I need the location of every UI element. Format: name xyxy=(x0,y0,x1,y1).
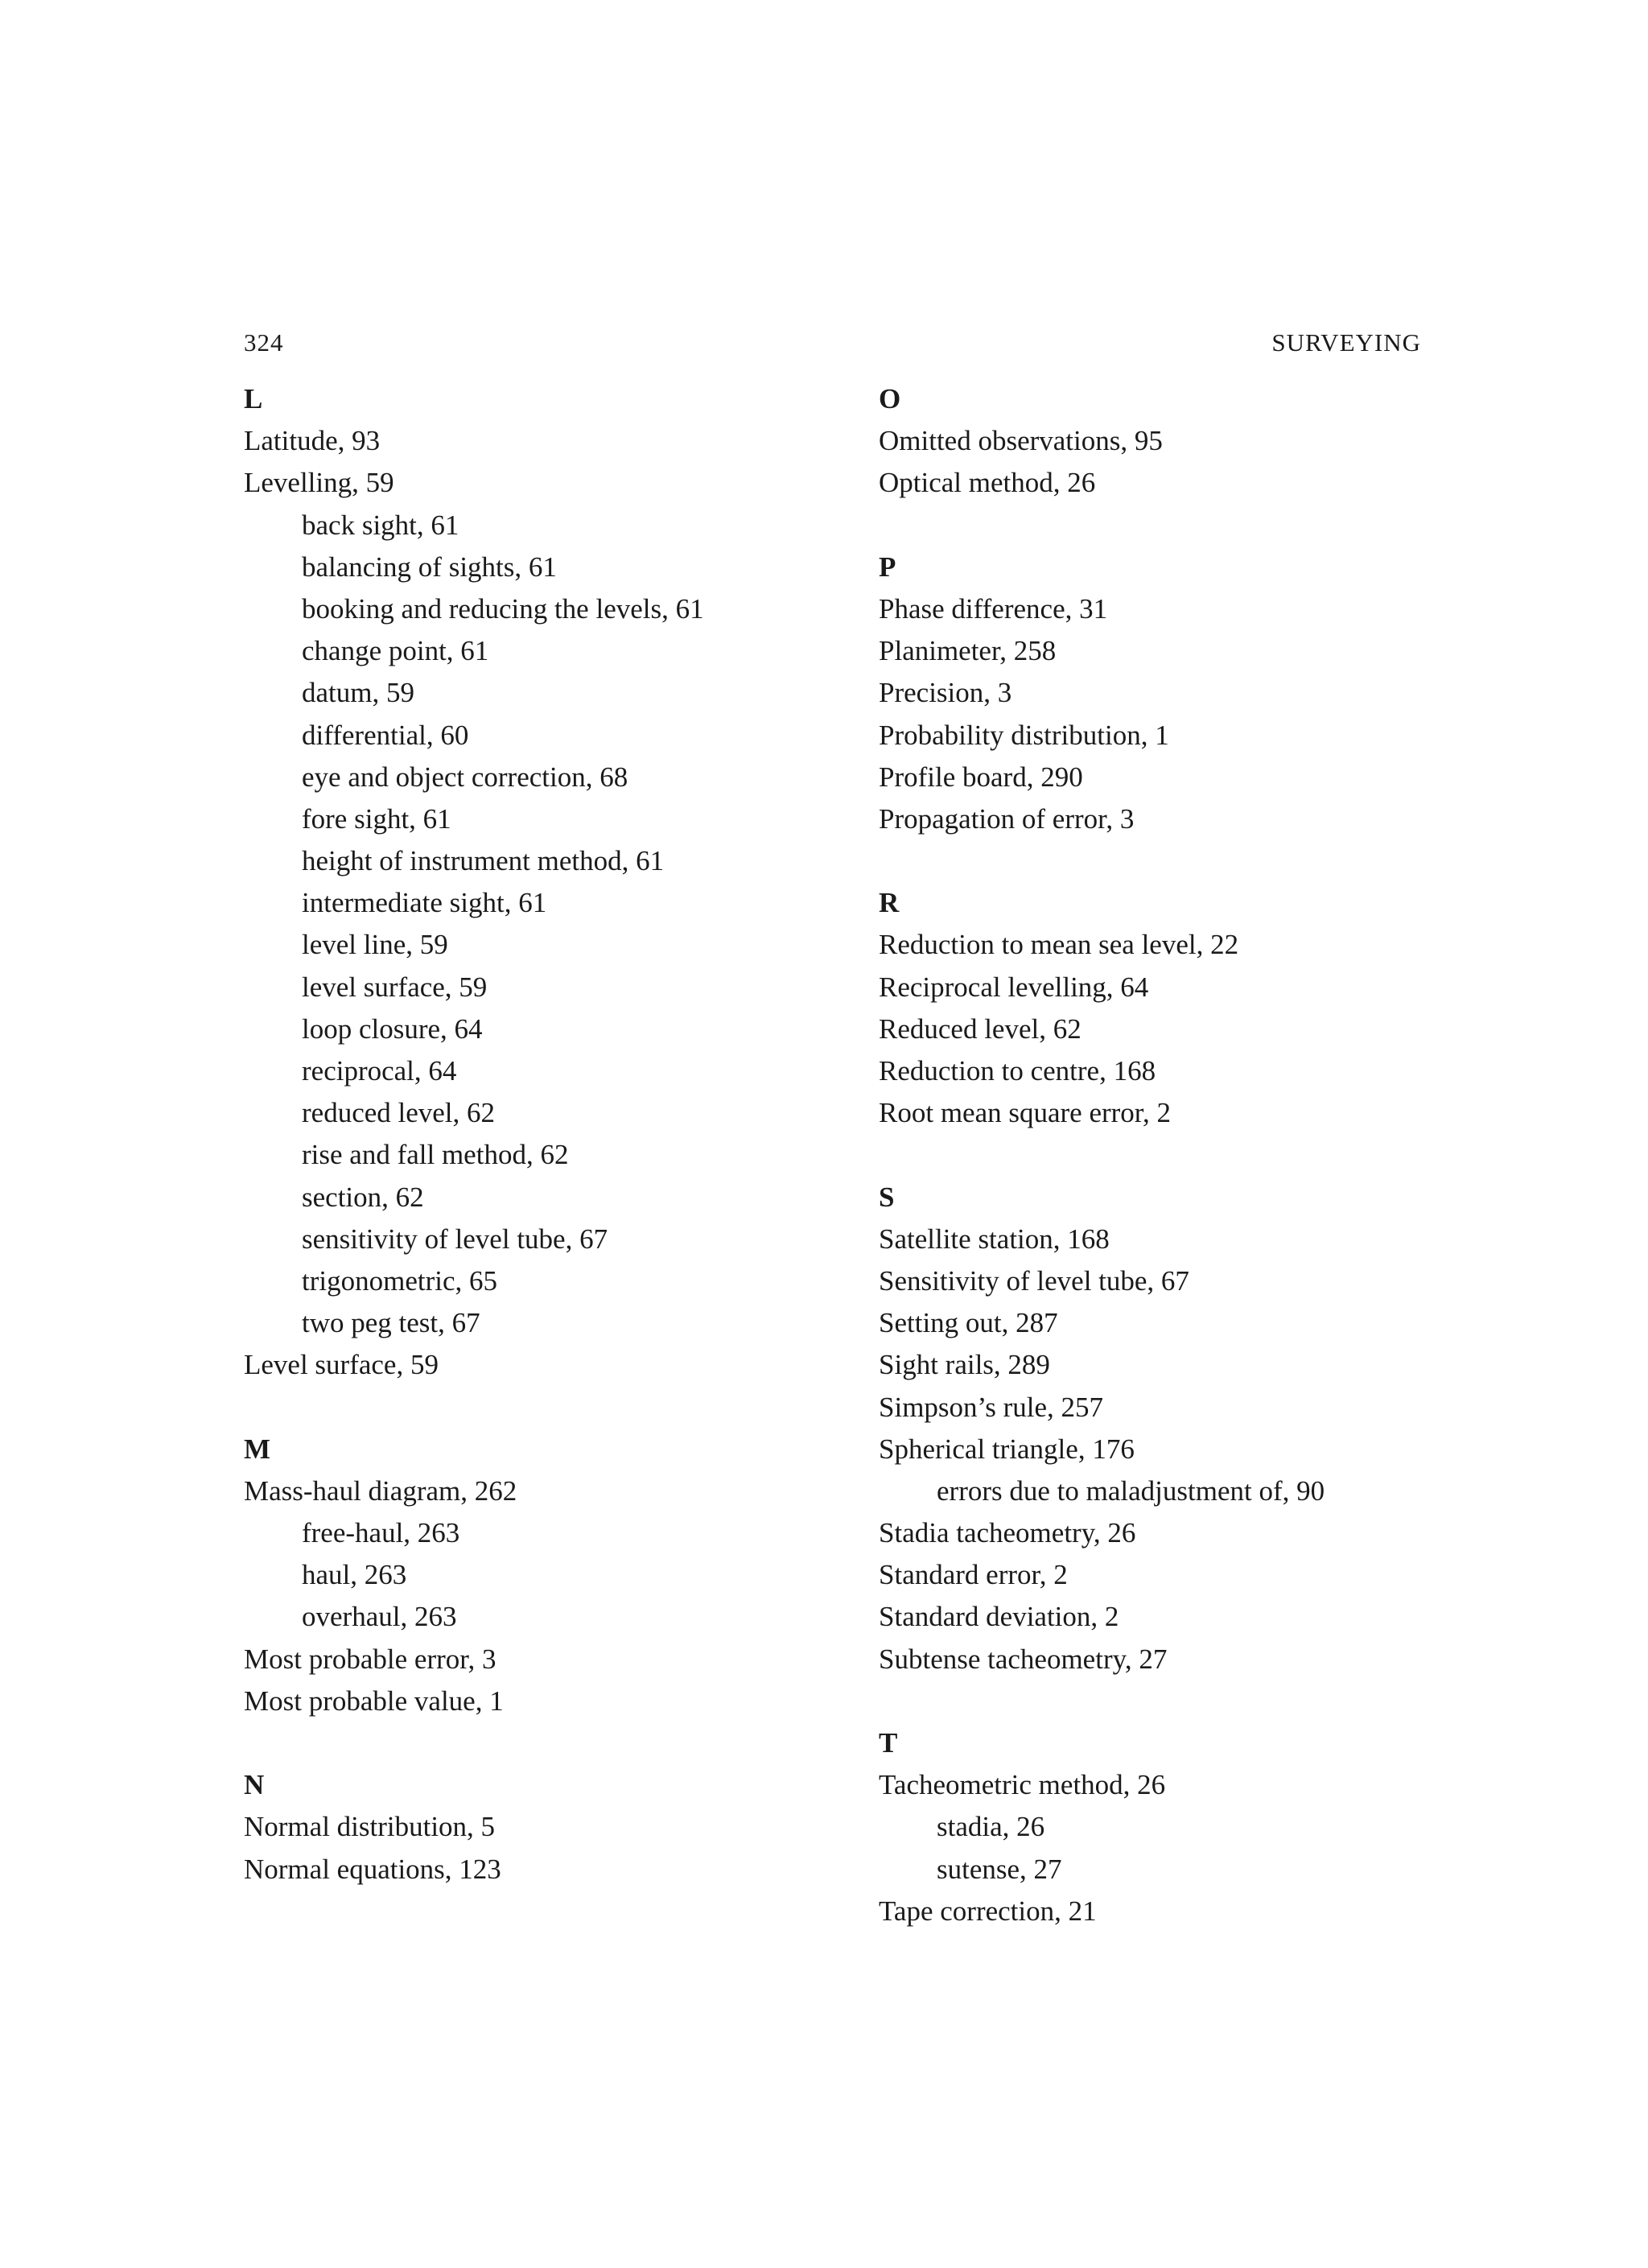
index-entry: Subtense tacheometry, 27 xyxy=(879,1643,1168,1675)
index-entry: Reduction to centre, 168 xyxy=(879,1055,1156,1087)
index-entry: Root mean square error, 2 xyxy=(879,1097,1172,1129)
index-subentry: stadia, 26 xyxy=(937,1811,1045,1843)
index-subentry: booking and reducing the levels, 61 xyxy=(302,592,704,625)
index-column-right xyxy=(879,378,1522,1932)
index-entry: Satellite station, 168 xyxy=(879,1223,1110,1255)
index-subentry: change point, 61 xyxy=(302,635,489,667)
index-entry: Setting out, 287 xyxy=(879,1307,1058,1339)
index-entry: Level surface, 59 xyxy=(244,1349,439,1381)
index-entry: Latitude, 93 xyxy=(244,425,381,457)
index-entry: Levelling, 59 xyxy=(244,467,394,499)
section-gap xyxy=(879,840,1522,882)
index-subentry: datum, 59 xyxy=(302,677,414,709)
index-subentry: reduced level, 62 xyxy=(302,1097,496,1129)
index-entry: Optical method, 26 xyxy=(879,467,1096,499)
index-subentry: haul, 263 xyxy=(302,1559,407,1591)
index-entry: Omitted observations, 95 xyxy=(879,425,1163,457)
index-subentry: two peg test, 67 xyxy=(302,1307,480,1339)
index-subentry: eye and object correction, 68 xyxy=(302,761,628,793)
index-subentry: differential, 60 xyxy=(302,719,469,751)
section-gap xyxy=(244,1722,888,1764)
index-subentry: overhaul, 263 xyxy=(302,1601,457,1633)
index-entry: Tacheometric method, 26 xyxy=(879,1769,1166,1801)
index-entry: Probability distribution, 1 xyxy=(879,719,1169,751)
index-entry: Reduction to mean sea level, 22 xyxy=(879,929,1239,961)
index-subentry: rise and fall method, 62 xyxy=(302,1139,569,1171)
index-entry: Mass-haul diagram, 262 xyxy=(244,1474,517,1507)
index-letter-heading: N xyxy=(244,1769,265,1801)
index-entry: Profile board, 290 xyxy=(879,761,1083,793)
index-entry: Standard deviation, 2 xyxy=(879,1601,1119,1633)
index-letter-heading: L xyxy=(244,383,263,414)
index-entry: Most probable error, 3 xyxy=(244,1643,496,1675)
index-subentry: level surface, 59 xyxy=(302,971,488,1003)
index-letter-heading: P xyxy=(879,551,896,583)
index-subentry: sensitivity of level tube, 67 xyxy=(302,1223,608,1255)
index-entry: Sight rails, 289 xyxy=(879,1349,1050,1381)
index-entry: Stadia tacheometry, 26 xyxy=(879,1517,1136,1549)
index-subentry: loop closure, 64 xyxy=(302,1012,483,1045)
index-entry: Sensitivity of level tube, 67 xyxy=(879,1264,1189,1297)
section-gap xyxy=(244,1387,888,1429)
index-entry: Propagation of error, 3 xyxy=(879,802,1135,835)
index-subentry: reciprocal, 64 xyxy=(302,1055,457,1087)
section-gap xyxy=(879,505,1522,546)
index-subentry: section, 62 xyxy=(302,1181,424,1213)
index-entry: Standard error, 2 xyxy=(879,1559,1068,1591)
index-subentry: free-haul, 263 xyxy=(302,1517,460,1549)
index-letter-heading: M xyxy=(244,1433,271,1465)
index-entry: Spherical triangle, 176 xyxy=(879,1433,1135,1465)
index-subentry: intermediate sight, 61 xyxy=(302,887,547,919)
section-gap xyxy=(879,1680,1522,1722)
index-entry: Precision, 3 xyxy=(879,677,1012,709)
index-subentry: level line, 59 xyxy=(302,929,448,961)
index-entry: Phase difference, 31 xyxy=(879,592,1108,625)
index-subentry: sutense, 27 xyxy=(937,1853,1062,1885)
page-number: 324 xyxy=(244,328,284,357)
index-subentry: errors due to maladjustment of, 90 xyxy=(937,1474,1325,1507)
index-entry: Simpson’s rule, 257 xyxy=(879,1391,1104,1423)
index-letter-heading: O xyxy=(879,383,901,414)
index-column-left xyxy=(244,378,888,1891)
section-gap xyxy=(879,1134,1522,1176)
index-letter-heading: R xyxy=(879,887,900,919)
index-letter-heading: S xyxy=(879,1181,895,1213)
index-entry: Reciprocal levelling, 64 xyxy=(879,971,1149,1003)
index-entry: Normal equations, 123 xyxy=(244,1853,501,1885)
running-title: SURVEYING xyxy=(1271,328,1421,357)
index-entry: Tape correction, 21 xyxy=(879,1895,1097,1927)
index-entry: Most probable value, 1 xyxy=(244,1685,504,1717)
index-subentry: back sight, 61 xyxy=(302,509,459,541)
index-entry: Planimeter, 258 xyxy=(879,635,1057,667)
index-entry: Reduced level, 62 xyxy=(879,1012,1082,1045)
index-entry: Normal distribution, 5 xyxy=(244,1811,496,1843)
index-letter-heading: T xyxy=(879,1727,898,1759)
index-subentry: height of instrument method, 61 xyxy=(302,845,665,877)
index-subentry: trigonometric, 65 xyxy=(302,1264,498,1297)
index-subentry: fore sight, 61 xyxy=(302,802,451,835)
index-subentry: balancing of sights, 61 xyxy=(302,551,557,583)
